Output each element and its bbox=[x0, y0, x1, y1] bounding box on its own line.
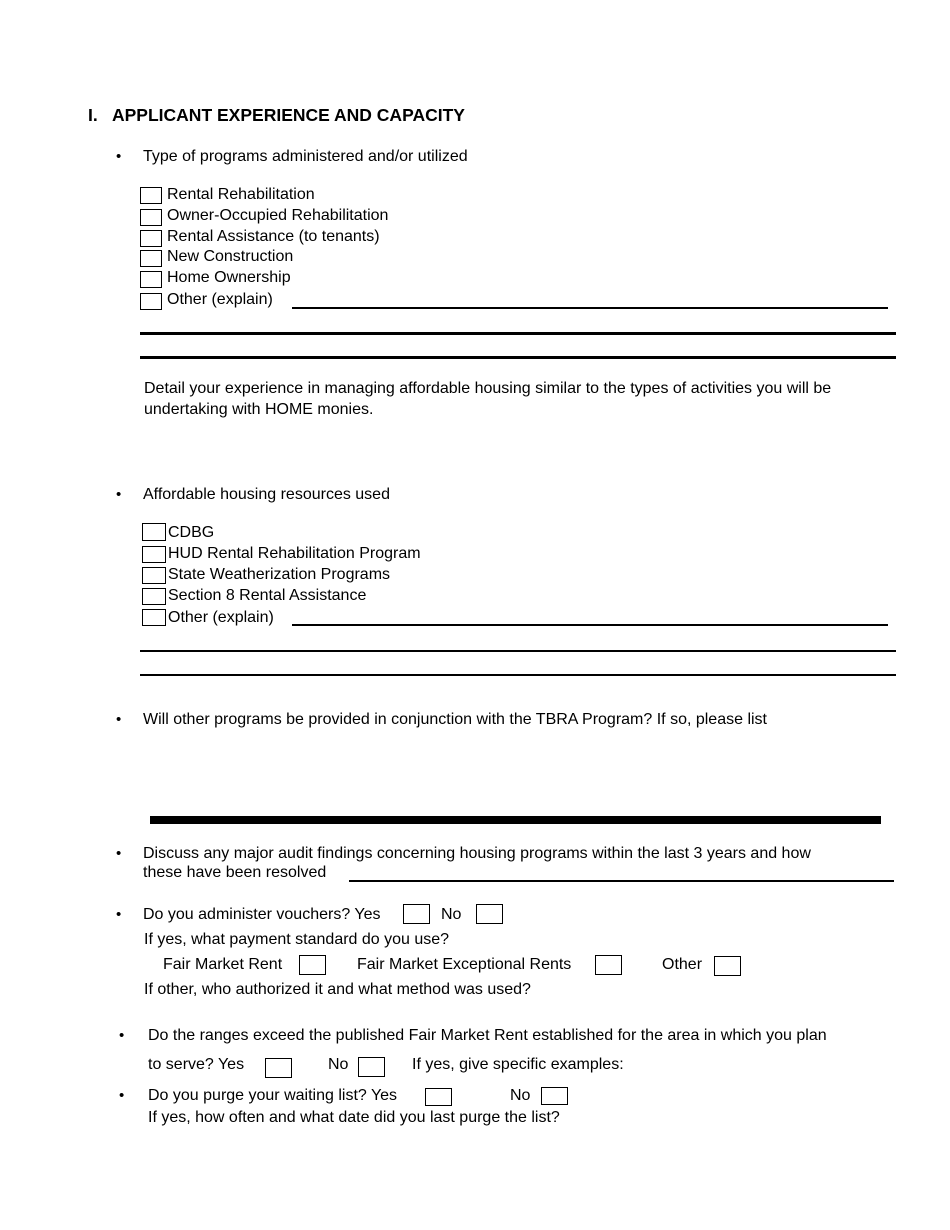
purge-no-label: No bbox=[510, 1087, 531, 1104]
option-label: Rental Rehabilitation bbox=[167, 186, 315, 203]
checkbox-purge-yes[interactable] bbox=[425, 1088, 452, 1106]
checkbox-fmer[interactable] bbox=[595, 955, 622, 975]
tbra-question: Will other programs be provided in conjunction with the TBRA Program? If so, please list bbox=[143, 711, 767, 728]
bullet: • bbox=[116, 486, 122, 503]
section-number: I. bbox=[88, 105, 98, 125]
checkbox-new-construction[interactable] bbox=[140, 250, 162, 267]
section-title: APPLICANT EXPERIENCE AND CAPACITY bbox=[112, 105, 465, 125]
checkbox-ranges-yes[interactable] bbox=[265, 1058, 292, 1078]
bullet: • bbox=[119, 1027, 125, 1044]
ranges-question-line2: to serve? Yes bbox=[148, 1056, 245, 1073]
checkbox-ranges-no[interactable] bbox=[358, 1057, 385, 1077]
purge-followup: If yes, how often and what date did you last purge the list? bbox=[148, 1109, 560, 1126]
option-label: Other (explain) bbox=[167, 291, 273, 308]
bullet: • bbox=[116, 906, 122, 923]
purge-question: Do you purge your waiting list? Yes bbox=[148, 1087, 398, 1104]
checkbox-rental-rehabilitation[interactable] bbox=[140, 187, 162, 204]
bullet: • bbox=[116, 845, 122, 862]
checkbox-state-weatherization[interactable] bbox=[142, 567, 166, 584]
bullet: • bbox=[116, 711, 122, 728]
option-label: Rental Assistance (to tenants) bbox=[167, 228, 380, 245]
option-label: HUD Rental Rehabilitation Program bbox=[168, 545, 421, 562]
answer-line[interactable] bbox=[140, 674, 896, 676]
vouchers-no-label: No bbox=[441, 906, 462, 923]
ranges-examples: If yes, give specific examples: bbox=[412, 1056, 624, 1073]
bullet: • bbox=[119, 1087, 125, 1104]
audit-question-line2: these have been resolved bbox=[143, 864, 327, 881]
checkbox-owner-occupied-rehabilitation[interactable] bbox=[140, 209, 162, 226]
other-label: Other bbox=[662, 956, 703, 973]
bullet: • bbox=[116, 148, 122, 165]
answer-line[interactable] bbox=[140, 332, 896, 335]
experience-prompt bbox=[144, 378, 904, 420]
ranges-no-label: No bbox=[328, 1056, 349, 1073]
audit-question-line1: Discuss any major audit findings concerning housing programs within the last 3 years and how bbox=[143, 845, 811, 862]
option-label: New Construction bbox=[167, 248, 294, 265]
option-label: CDBG bbox=[168, 524, 215, 541]
checkbox-programs-other[interactable] bbox=[140, 293, 162, 310]
ranges-question-line1: Do the ranges exceed the published Fair Market Rent established for the area in which you plan bbox=[148, 1027, 827, 1044]
checkbox-standard-other[interactable] bbox=[714, 956, 741, 976]
option-label: Home Ownership bbox=[167, 269, 291, 286]
checkbox-resources-other[interactable] bbox=[142, 609, 166, 626]
option-label: Section 8 Rental Assistance bbox=[168, 587, 367, 604]
option-label: Owner-Occupied Rehabilitation bbox=[167, 207, 389, 224]
audit-input-line[interactable] bbox=[349, 880, 894, 882]
option-label: State Weatherization Programs bbox=[168, 566, 391, 583]
experience-prompt-line: undertaking with HOME monies. bbox=[144, 401, 374, 418]
checkbox-home-ownership[interactable] bbox=[140, 271, 162, 288]
checkbox-vouchers-no[interactable] bbox=[476, 904, 503, 924]
fmer-label: Fair Market Exceptional Rents bbox=[357, 956, 572, 973]
experience-prompt-line: Detail your experience in managing affordable housing similar to the types of activities you will be bbox=[144, 380, 832, 397]
answer-line[interactable] bbox=[140, 650, 896, 652]
answer-line[interactable] bbox=[140, 356, 896, 359]
programs-question: Type of programs administered and/or utilized bbox=[143, 148, 468, 165]
checkbox-hud-rental-rehabilitation[interactable] bbox=[142, 546, 166, 563]
vouchers-followup: If yes, what payment standard do you use? bbox=[144, 931, 450, 948]
programs-other-input-line[interactable] bbox=[292, 307, 888, 309]
option-label: Other (explain) bbox=[168, 609, 274, 626]
checkbox-vouchers-yes[interactable] bbox=[403, 904, 430, 924]
divider bbox=[150, 816, 881, 824]
checkbox-fmr[interactable] bbox=[299, 955, 326, 975]
resources-question: Affordable housing resources used bbox=[143, 486, 390, 503]
vouchers-question: Do you administer vouchers? Yes bbox=[143, 906, 381, 923]
checkbox-cdbg[interactable] bbox=[142, 523, 166, 541]
checkbox-purge-no[interactable] bbox=[541, 1087, 568, 1105]
resources-other-input-line[interactable] bbox=[292, 624, 888, 626]
checkbox-section-8[interactable] bbox=[142, 588, 166, 605]
other-followup: If other, who authorized it and what method was used? bbox=[144, 981, 531, 998]
fmr-label: Fair Market Rent bbox=[163, 956, 283, 973]
checkbox-rental-assistance[interactable] bbox=[140, 230, 162, 247]
